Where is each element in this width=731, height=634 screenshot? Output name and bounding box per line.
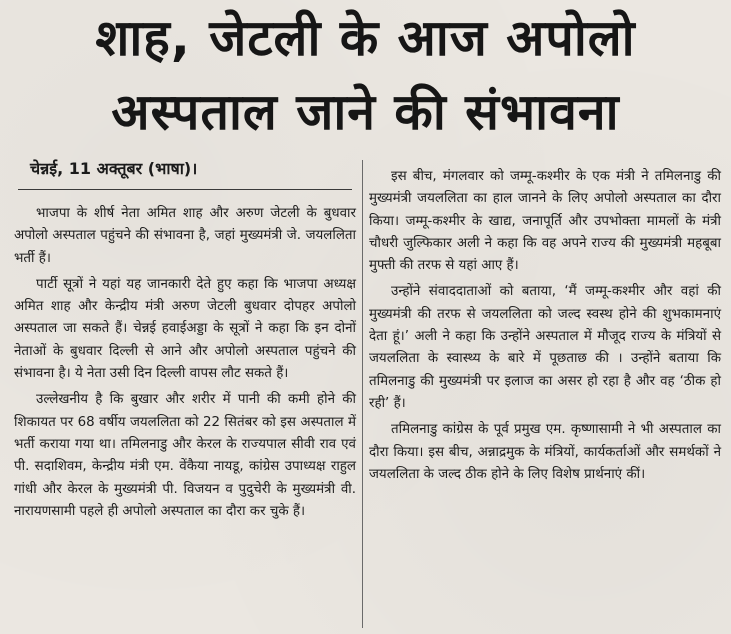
paragraph: इस बीच, मंगलवार को जम्मू-कश्मीर के एक मंत्री ने तमिलनाडु की मुख्यमंत्री जयललिता का हाल जानने के लिए अपोलो अस्पताल का दौरा किया। जम्मू-कश्मीर के खाद्य, जनापूर्ति और उपभोक्ता मामलों के मंत्री चौधरी जुल्फिकार अली ने कहा कि वह अपने राज्य की मुख्यमंत्री महबूबा मुफ्ती की तरफ से यहां आए हैं। xyxy=(369,169,721,274)
paragraph: तमिलनाडु कांग्रेस के पूर्व प्रमुख एम. कृष्णासामी ने भी अस्पताल का दौरा किया। इस बीच, अन्नाद्रमुक के मंत्रियों, कार्यकर्ताओं और समर्थकों ने जयललिता के जल्द ठीक होने के लिए विशेष प्रार्थनाएं कीं। xyxy=(369,422,721,482)
column-divider xyxy=(362,160,363,628)
headline-line-1: शाह, जेटली के आज अपोलो xyxy=(95,9,636,67)
left-column xyxy=(14,203,356,523)
paragraph: भाजपा के शीर्ष नेता अमित शाह और अरुण जेटली के बुधवार अपोलो अस्पताल पहुंचने की संभावना है, जहां मुख्यमंत्री जे. जयललिता भर्ती हैं। xyxy=(14,206,356,266)
paragraph: पार्टी सूत्रों ने यहां यह जानकारी देते हुए कहा कि भाजपा अध्यक्ष अमित शाह और केन्द्रीय मंत्री अरुण जेटली बुधवार दोपहर अपोलो अस्पताल जा सकते हैं। चेन्नई हवाईअड्डा के सूत्रों ने कहा कि इन दोनों नेताओं के बुधवार दिल्ली से आने और अपोलो अस्पताल पहुंचने की संभावना है। ये नेता उसी दिन दिल्ली वापस लौट सकते हैं। xyxy=(14,276,356,382)
headline-line-2: अस्पताल जाने की संभावना xyxy=(111,83,620,141)
paragraph: उल्लेखनीय है कि बुखार और शरीर में पानी की कमी होने की शिकायत पर 68 वर्षीय जयललिता को 22 सितंबर को इस अस्पताल में भर्ती कराया गया था। तमिलनाडु और केरल के राज्यपाल सीवी राव एवं पी. सदाशिवम, केन्द्रीय मंत्री एम. वेंकैया नायडू, कांग्रेस उपाध्यक्ष राहुल गांधी और केरल के मुख्यमंत्री पी. विजयन व पुदुचेरी के मुख्यमंत्री वी. नारायणसामी पहले ही अपोलो अस्पताल का दौरा कर चुके हैं। xyxy=(14,392,356,519)
dateline: चेन्नई, 11 अक्तूबर (भाषा)। xyxy=(30,159,198,178)
dateline-rule xyxy=(18,189,352,190)
paragraph: उन्होंने संवाददाताओं को बताया, ‘मैं जम्मू-कश्मीर और वहां की मुख्यमंत्री की तरफ से जयललिता को जल्द स्वस्थ होने की शुभकामनाएं देता हूं।’ अली ने कहा कि उन्होंने अस्पताल में मौजूद राज्य के मंत्रियों से जयललिता के स्वास्थ्य के बारे में पूछताछ की । उन्होंने बताया कि तमिलनाडु की मुख्यमंत्री पर इलाज का असर हो रहा है और वह ‘ठीक हो रही’ हैं। xyxy=(369,284,721,411)
right-column xyxy=(369,166,721,486)
